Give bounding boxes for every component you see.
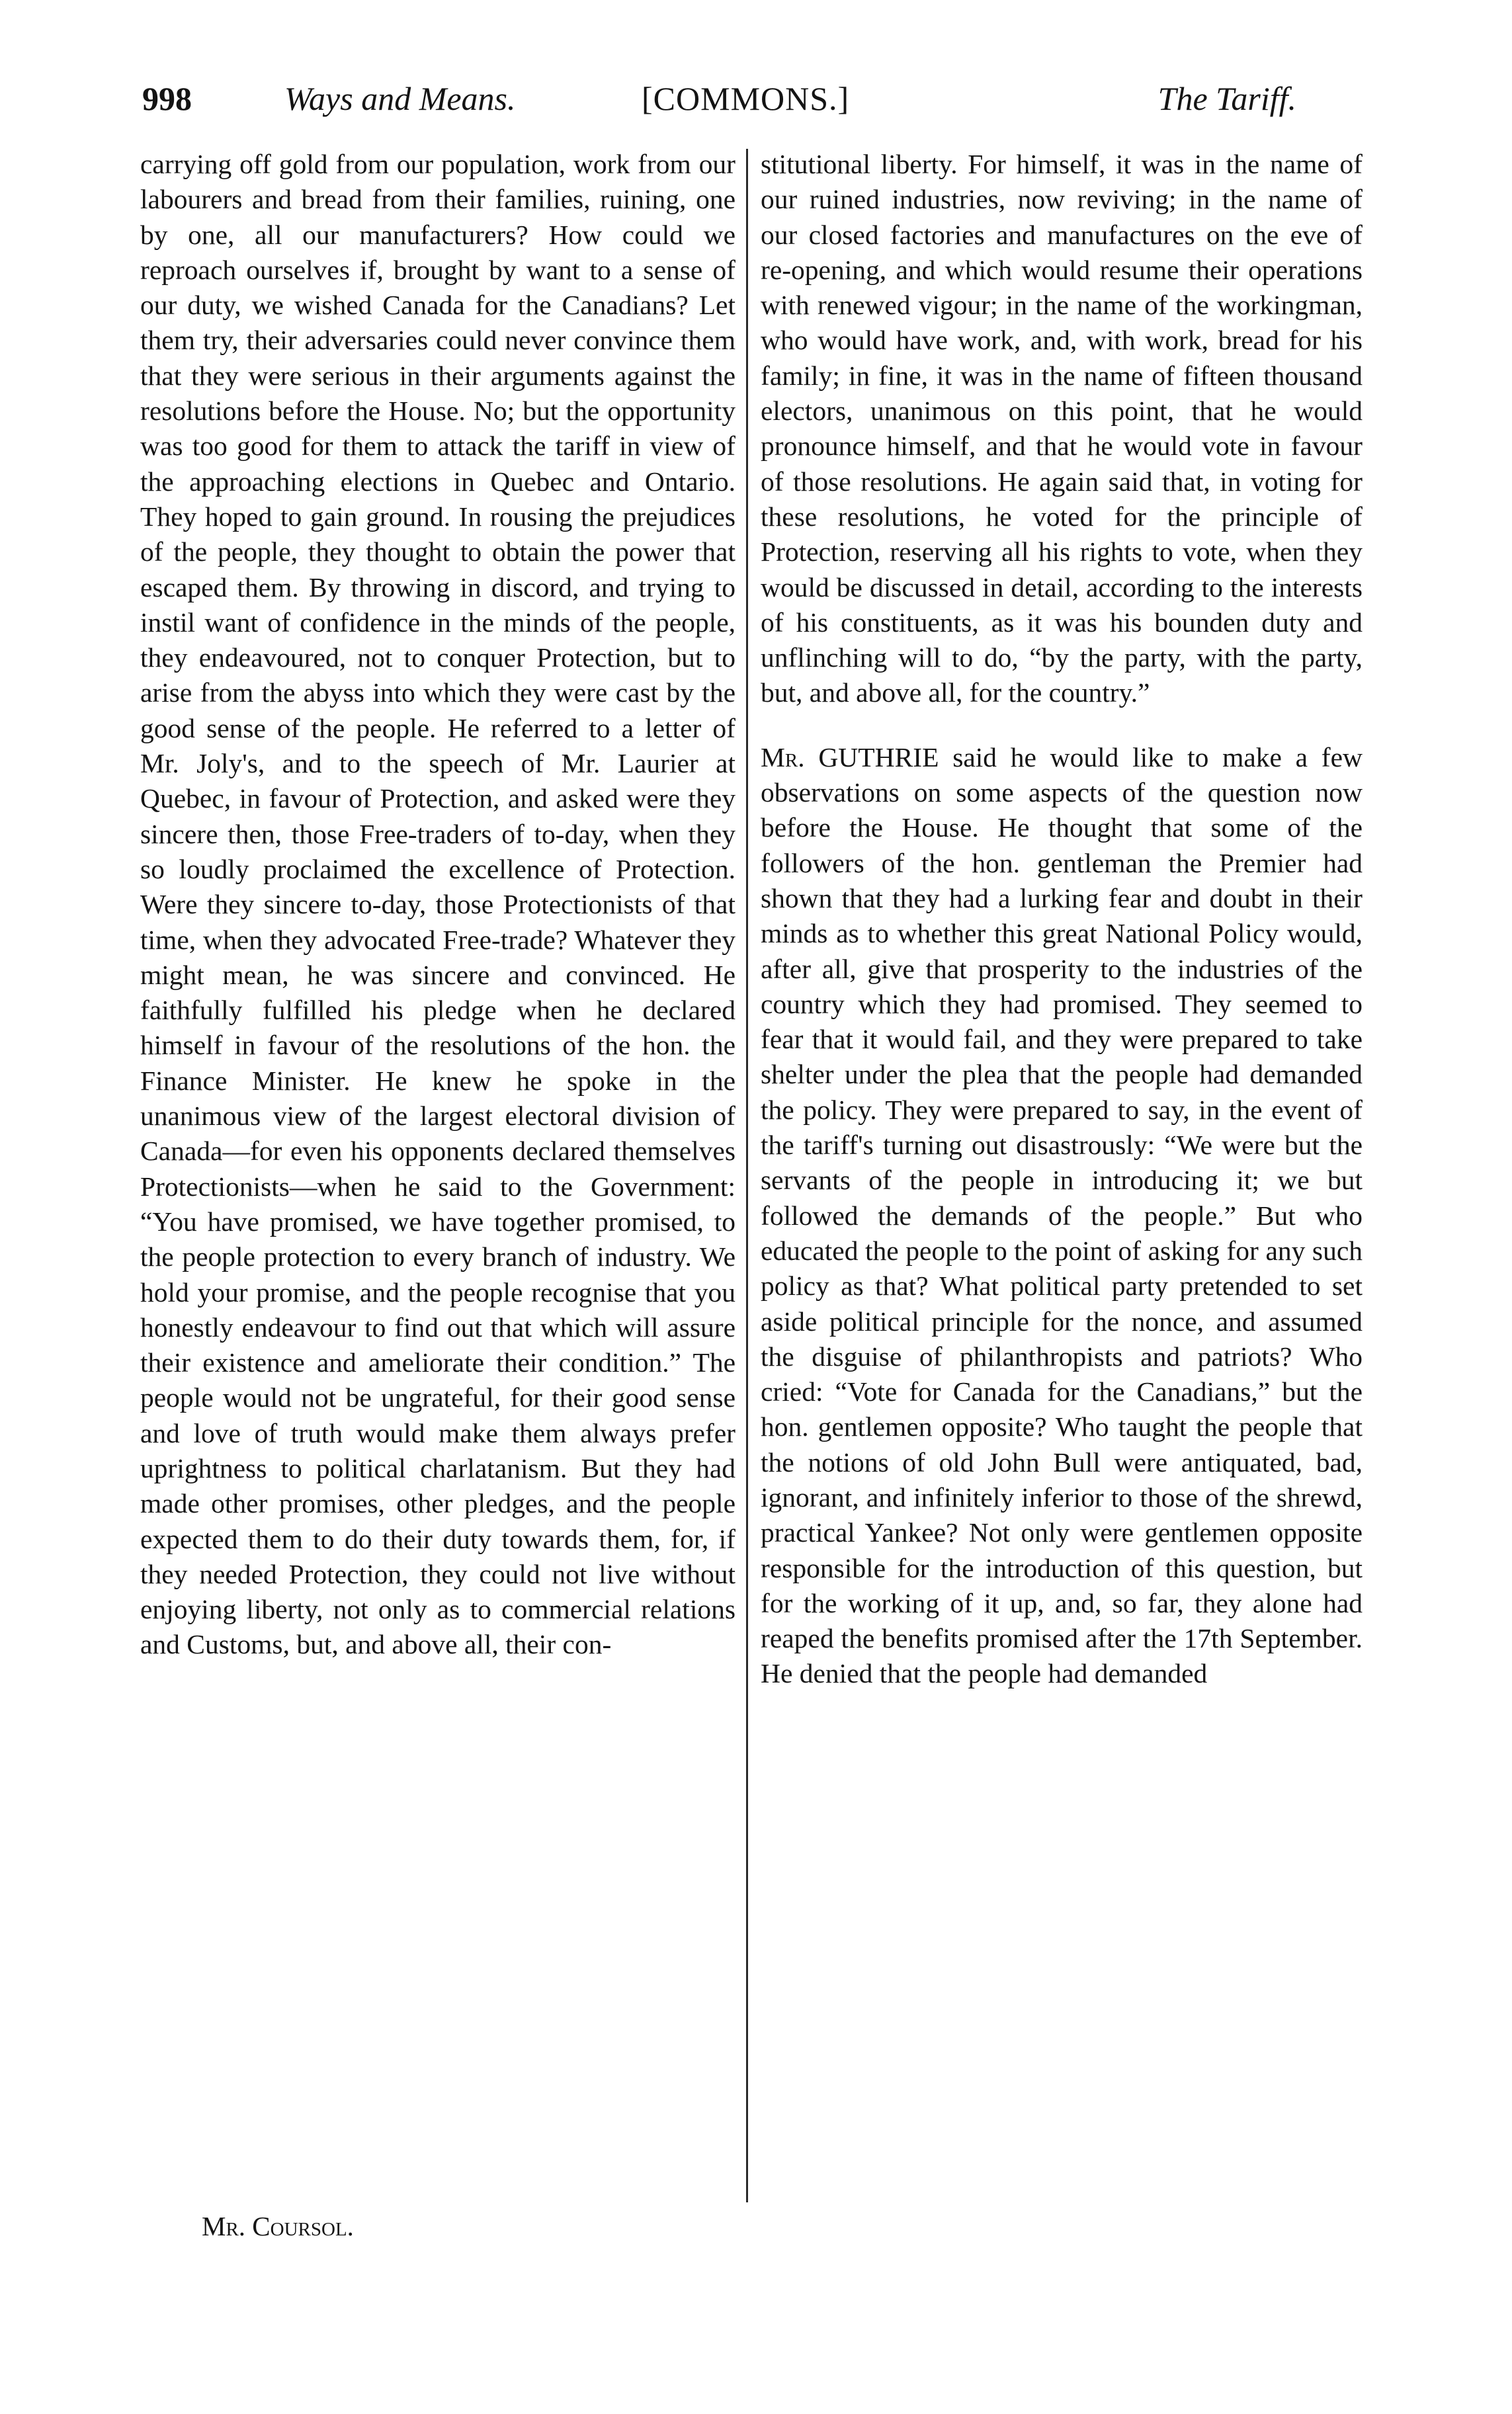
page-number: 998	[142, 80, 192, 117]
chamber-title: [COMMONS.]	[642, 80, 850, 117]
left-column	[140, 147, 735, 1663]
left-column-paragraph: carrying off gold from our population, work from our labourers and bread from their families, ruining, one by one, all our manufacturers? How could we reproach ourselves if, brought by want to a sense of our duty, we wished Canada for the Canadians? Let them try, their adversaries could never convince them that they were serious in their arguments against the resolutions before the House. No; but the opportunity was too good for them to attack the tariff in view of the approaching elections in Quebec and Ontario. They hoped to gain ground. In rousing the prejudices of the people, they thought to obtain the power that escaped them. By throwing in discord, and trying to instil want of confidence in the minds of the people, they endeavoured, not to conquer Protection, but to arise from the abyss into which they were cast by the good sense of the people. He referred to a letter of Mr. Joly's, and to the speech of Mr. Laurier at Quebec, in favour of Protection, and asked were they sincere then, those Free-traders of to-day, when they so loudly proclaimed the excellence of Protection. Were they sincere to-day, those Protectionists of that time, when they advocated Free-trade? Whatever they might mean, he was sincere and convinced. He faithfully fulfilled his pledge when he declared himself in favour of the resolutions of the hon. the Finance Minister. He knew he spoke in the unanimous view of the largest electoral division of Canada—for even his opponents declared themselves Protectionists—when he said to the Government: “You have promised, we have together promised, to the people protection to every branch of industry. We hold your promise, and the people recognise that you honestly endeavour to find out that which will assure their existence and ameliorate their condition.” The people would not be ungrateful, for their good sense and love of truth would make them always prefer uprightness to political charlatanism. But they had made other promises, other pledges, and the people expected them to do their duty towards them, for, if they needed Protection, they could not live without enjoying liberty, not only as to commercial relations and Customs, but, and above all, their con-	[140, 149, 735, 1660]
speech-text: said he would like to make a few observations on some aspects of the question now before the House. He thought that some of the followers of the hon. gentleman the Premier had shown that they had a lurking fear and doubt in their minds as to whether this great National Policy would, after all, give that prosperity to the industries of the country which they had promised. They seemed to fear that it would fail, and they were prepared to take shelter under the plea that the people had demanded the policy. They were prepared to say, in the event of the tariff's turning out disastrously: “We were but the servants of the people in introducing it; we but followed the demands of the people.” But who educated the people to the point of asking for any such policy as that? What political party pretended to set aside political principle for the nonce, and assumed the disguise of philanthropists and patriots? Who cried: “Vote for Canada for the Canadians,” but the hon. gentlemen opposite? Who taught the people that the notions of old John Bull were antiquated, bad, ignorant, and infinitely inferior to those of the shrewd, practical Yankee? Not only were gentlemen opposite responsible for the introduction of this question, but for the working of it up, and, so far, they alone had reaped the benefits promised after the 17th September. He denied that the people had demanded	[761, 741, 1363, 1689]
column-divider	[746, 149, 748, 2202]
speaker-name: Mr. GUTHRIE	[761, 741, 939, 772]
section-title: Ways and Means.	[284, 80, 516, 117]
topic-title: The Tariff.	[1157, 80, 1296, 117]
footer-speaker-note: Mr. Coursol.	[202, 2211, 354, 2241]
right-column-paragraph-1: stitutional liberty. For himself, it was in the name of our ruined industries, now reviving; in the name of our closed factories and manufactures on the eve of re-opening, and which would resume their operations with renewed vigour; in the name of the workingman, who would have work, and, with work, bread for his family; in fine, it was in the name of fifteen thousand electors, unanimous on this point, that he would pronounce himself, and that he would vote in favour of those resolutions. He again said that, in voting for these resolutions, he voted for the principle of Protection, reserving all his rights to vote, when they would be discussed in detail, according to the interests of his constituents, as it was his bounden duty and unflinching will to do, “by the party, with the party, but, and above all, for the country.”	[761, 149, 1363, 708]
right-column-paragraph-2	[761, 740, 1363, 1692]
running-header	[142, 79, 1296, 132]
right-column	[761, 147, 1363, 1692]
